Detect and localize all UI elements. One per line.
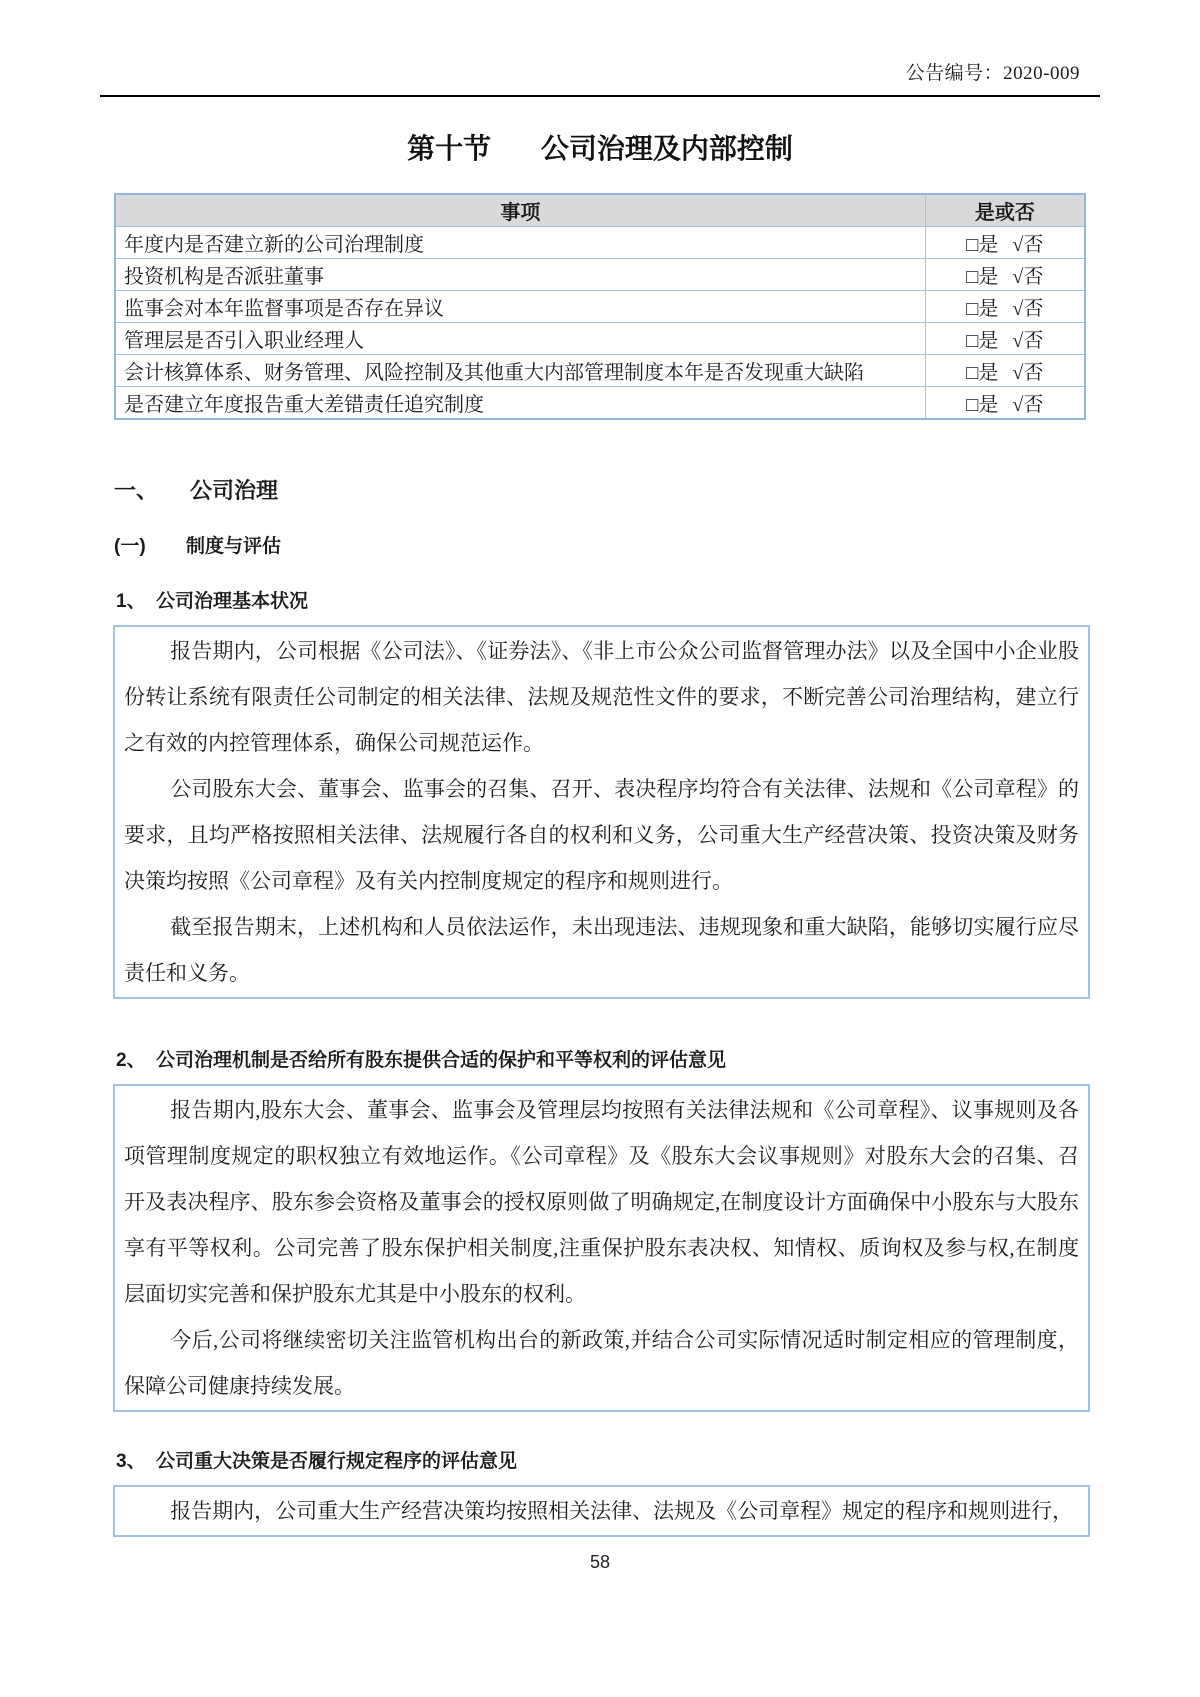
table-header-row — [115, 194, 1085, 227]
answer-yes-label: 是 — [978, 298, 999, 320]
subsection-title: 制度与评估 — [186, 536, 282, 557]
checkmark-icon: √ — [1012, 234, 1024, 256]
text-box-shareholder-protection — [113, 1084, 1090, 1412]
paragraph: 公司股东大会、董事会、监事会的召集、召开、表决程序均符合有关法律、法规和《公司章程》的要求，且均严格按照相关法律、法规履行各自的权利和义务，公司重大生产经营决策、投资决策及财务决策均按照《公司章程》及有关内控制度规定的程序和规则进行。 — [124, 777, 1079, 893]
item-cell: 管理层是否引入职业经理人 — [115, 323, 925, 355]
section-number: 一、 — [114, 478, 159, 503]
page-footer — [0, 1552, 1200, 1573]
checkbox-unchecked-icon: □ — [966, 394, 979, 416]
checkmark-icon: √ — [1012, 394, 1024, 416]
checkmark-icon: √ — [1012, 362, 1024, 384]
section-heading-company-governance — [114, 474, 1100, 505]
page-title — [100, 127, 1100, 167]
table-row — [115, 227, 1085, 259]
answer-cell — [925, 355, 1085, 387]
text-box-major-decisions — [113, 1485, 1090, 1537]
checkbox-unchecked-icon: □ — [966, 362, 979, 384]
table-row — [115, 259, 1085, 291]
table-row — [115, 355, 1085, 387]
item-number: 1、 — [116, 591, 146, 612]
title-text: 公司治理及内部控制 — [540, 133, 793, 164]
answer-cell — [925, 227, 1085, 259]
checkbox-unchecked-icon: □ — [966, 330, 979, 352]
answer-no-label: 否 — [1023, 234, 1044, 256]
item-cell: 年度内是否建立新的公司治理制度 — [115, 227, 925, 259]
item-cell: 是否建立年度报告重大差错责任追究制度 — [115, 387, 925, 420]
page-number: 58 — [589, 1552, 611, 1572]
answer-no-label: 否 — [1023, 266, 1044, 288]
item-title: 公司治理基本状况 — [156, 591, 309, 612]
title-section-number: 第十节 — [407, 133, 492, 164]
checkmark-icon: √ — [1012, 298, 1024, 320]
item-cell: 会计核算体系、财务管理、风险控制及其他重大内部管理制度本年是否发现重大缺陷 — [115, 355, 925, 387]
answer-cell — [925, 291, 1085, 323]
header-divider — [100, 95, 1100, 97]
answer-yes-label: 是 — [978, 362, 999, 384]
answer-cell — [925, 323, 1085, 355]
item-heading-governance-status — [116, 586, 1100, 613]
paragraph: 报告期内，公司根据《公司法》、《证券法》、《非上市公众公司监督管理办法》以及全国中小企业股份转让系统有限责任公司制定的相关法律、法规及规范性文件的要求，不断完善公司治理结构，建立行之有效的内控管理体系，确保公司规范运作。 — [124, 639, 1079, 755]
item-cell: 投资机构是否派驻董事 — [115, 259, 925, 291]
table-row — [115, 291, 1085, 323]
item-cell: 监事会对本年监督事项是否存在异议 — [115, 291, 925, 323]
answer-no-label: 否 — [1023, 362, 1044, 384]
checkbox-unchecked-icon: □ — [966, 234, 979, 256]
answer-yes-label: 是 — [978, 330, 999, 352]
column-header-item: 事项 — [115, 194, 925, 227]
table-row — [115, 323, 1085, 355]
paragraph: 今后,公司将继续密切关注监管机构出台的新政策,并结合公司实际情况适时制定相应的管理制度，保障公司健康持续发展。 — [124, 1328, 1079, 1398]
governance-checklist-table — [114, 193, 1086, 420]
column-header-answer: 是或否 — [925, 194, 1085, 227]
checkbox-unchecked-icon: □ — [966, 266, 979, 288]
item-title: 公司治理机制是否给所有股东提供合适的保护和平等权利的评估意见 — [156, 1050, 727, 1071]
text-box-governance-status — [113, 625, 1090, 999]
item-number: 3、 — [116, 1451, 146, 1472]
paragraph: 报告期内,股东大会、董事会、监事会及管理层均按照有关法律法规和《公司章程》、议事规则及各项管理制度规定的职权独立有效地运作。《公司章程》及《股东大会议事规则》对股东大会的召集、召开及表决程序、股东参会资格及董事会的授权原则做了明确规定,在制度设计方面确保中小股东与大股东享有平等权利。公司完善了股东保护相关制度,注重保护股东表决权、知情权、质询权及参与权,在制度层面切实完善和保护股东尤其是中小股东的权利。 — [124, 1098, 1079, 1306]
answer-no-label: 否 — [1023, 330, 1044, 352]
checkmark-icon: √ — [1012, 330, 1024, 352]
subsection-heading-system-evaluation — [114, 531, 1100, 558]
paragraph: 截至报告期末，上述机构和人员依法运作，未出现违法、违规现象和重大缺陷，能够切实履行应尽责任和义务。 — [124, 915, 1079, 985]
answer-cell — [925, 387, 1085, 420]
section-title: 公司治理 — [190, 478, 279, 503]
answer-no-label: 否 — [1023, 298, 1044, 320]
item-heading-major-decisions — [116, 1446, 1100, 1473]
item-number: 2、 — [116, 1050, 146, 1071]
paragraph: 报告期内，公司重大生产经营决策均按照相关法律、法规及《公司章程》规定的程序和规则进行， — [170, 1499, 1074, 1523]
doc-header — [100, 58, 1100, 85]
answer-yes-label: 是 — [978, 234, 999, 256]
item-title: 公司重大决策是否履行规定程序的评估意见 — [156, 1451, 518, 1472]
checkbox-unchecked-icon: □ — [966, 298, 979, 320]
answer-yes-label: 是 — [978, 266, 999, 288]
item-heading-shareholder-protection — [116, 1045, 1100, 1072]
answer-no-label: 否 — [1023, 394, 1044, 416]
answer-cell — [925, 259, 1085, 291]
checkmark-icon: √ — [1012, 266, 1024, 288]
table-row — [115, 387, 1085, 420]
doc-number: 公告编号：2020-009 — [905, 63, 1080, 84]
answer-yes-label: 是 — [978, 394, 999, 416]
subsection-number: (一) — [114, 536, 146, 557]
